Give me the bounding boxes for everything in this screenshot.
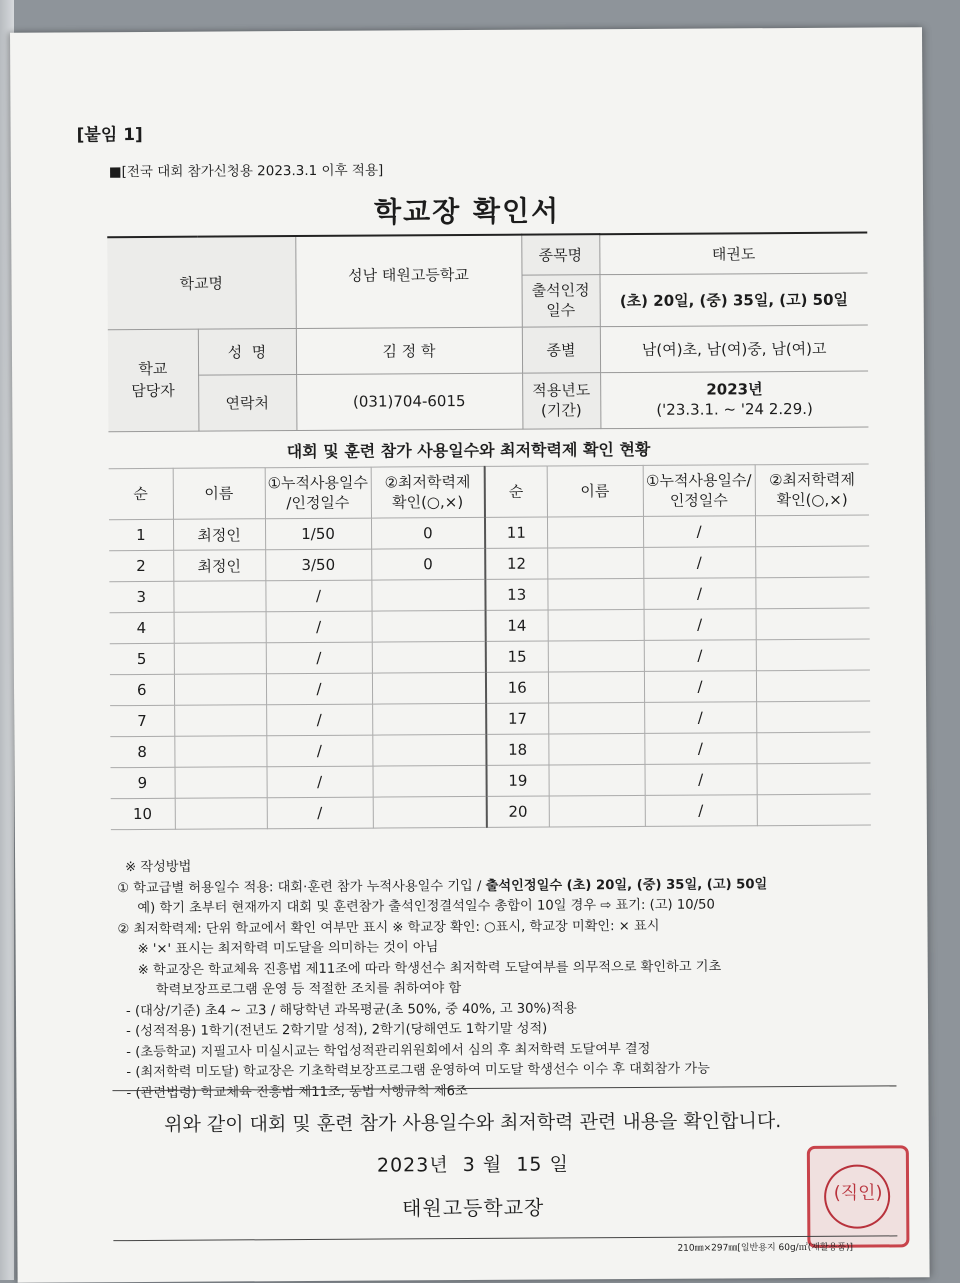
left-row-check: 0 (371, 517, 485, 549)
right-row-name (548, 640, 644, 672)
note-detail-4: - (최저학력 미도달) 학교장은 기초학력보장프로그램 운영하여 미도달 학생선수 이수 후 대회참가 가능 (126, 1061, 710, 1081)
note-2-sub-b: ※ 학교장은 학교체육 진흥법 제11조에 따라 학생선수 최저학력 도달여부를 의무적으로 확인하고 기초 (137, 958, 722, 978)
note-2-sub-a: ※ '×' 표시는 최저학력 미도달을 의미하는 것이 아님 (137, 940, 439, 958)
left-row-name (174, 705, 266, 737)
right-row-days: / (644, 609, 756, 641)
note-detail-3: - (초등학교) 지필고사 미실시교는 학업성적관리위원회에서 심의 후 최저학력 도달여부 결정 (126, 1041, 651, 1060)
left-row-name: 최정인 (173, 550, 265, 582)
right-row-days: / (644, 671, 756, 703)
table-row (109, 577, 869, 613)
roster-table (109, 464, 871, 831)
right-row-name (548, 733, 644, 765)
table-row (110, 670, 870, 706)
table-row (109, 546, 869, 582)
notes-heading: ※ 작성방법 (125, 859, 192, 876)
writing-notes (117, 853, 898, 1104)
left-row-name: 최정인 (173, 519, 265, 551)
left-row-no: 10 (111, 798, 175, 829)
right-row-no: 17 (486, 703, 548, 734)
issue-date: 2023년 3 월 15 일 (376, 1153, 569, 1177)
left-row-check (372, 672, 486, 704)
left-row-no: 2 (109, 550, 173, 581)
note-2: ② 최저학력제: 단위 학교에서 확인 여부만 표시 ※ 학교장 확인: ○표시, 학교장 미확인: × 표시 (117, 918, 660, 937)
left-row-days: / (266, 704, 372, 736)
right-row-check (755, 515, 869, 547)
staff-label: 학교 담당자 (108, 329, 199, 432)
table-row (110, 701, 870, 737)
header-no-left: 순 (109, 468, 173, 519)
left-row-check (372, 641, 486, 673)
header-name-right: 이름 (547, 465, 643, 517)
paper-spec: 210㎜×297㎜[일반용지 60g/㎡(재활용품)] (677, 1242, 854, 1254)
left-row-days: / (267, 797, 373, 829)
left-row-days: / (265, 580, 371, 612)
right-row-check (756, 763, 870, 795)
info-table (107, 232, 868, 432)
right-row-check (756, 701, 870, 733)
header-days-left: ①누적사용일수 /인정일수 (265, 467, 371, 519)
school-value: 성남 태원고등학교 (295, 235, 522, 328)
right-row-days: / (644, 702, 756, 734)
right-row-no: 18 (486, 734, 548, 765)
left-row-check (371, 579, 485, 611)
right-row-name (547, 547, 643, 579)
header-check-left: ②최저학력제 확인(○,×) (371, 466, 485, 518)
document-sheet (10, 27, 930, 1283)
right-row-check (757, 794, 871, 826)
contact-value: (031)704-6015 (296, 373, 522, 430)
name-value: 김 정 학 (296, 327, 522, 374)
right-row-name (548, 609, 644, 641)
left-row-name (174, 643, 266, 675)
left-row-no: 4 (110, 612, 174, 643)
contact-label: 연락처 (198, 374, 296, 431)
right-row-name (548, 702, 644, 734)
left-row-no: 7 (110, 705, 174, 736)
left-row-check (372, 610, 486, 642)
header-name-left: 이름 (173, 468, 265, 520)
document-title: 학교장 확인서 (373, 194, 561, 229)
left-row-no: 6 (110, 674, 174, 705)
table-row (110, 763, 870, 799)
table-row (110, 608, 870, 644)
right-row-no: 11 (485, 517, 547, 548)
left-row-days: / (266, 766, 372, 798)
left-row-check (373, 796, 487, 828)
left-row-name (174, 767, 266, 799)
right-row-check (755, 577, 869, 609)
right-row-no: 20 (487, 796, 549, 827)
category-label: 종별 (522, 326, 600, 372)
left-row-check: 0 (371, 548, 485, 580)
note-2-sub-c: 학력보장프로그램 운영 등 적절한 조치를 취하여야 함 (155, 981, 462, 998)
category-value: 남(여)초, 남(여)중, 남(여)고 (600, 325, 868, 373)
header-days-right: ①누적사용일수/ 인정일수 (643, 465, 755, 517)
right-row-days: / (643, 578, 755, 610)
right-row-name (547, 578, 643, 610)
right-row-days: / (645, 795, 757, 827)
left-row-no: 3 (109, 581, 173, 612)
right-row-name (548, 764, 644, 796)
school-label: 학교명 (107, 236, 296, 329)
right-row-no: 15 (486, 641, 548, 672)
right-row-days: / (643, 547, 755, 579)
attendance-label: 출석인정 일수 (521, 274, 599, 326)
left-row-check (372, 734, 486, 766)
year-label: 적용년도 (기간) (522, 372, 600, 428)
left-row-days: / (266, 642, 372, 674)
right-row-no: 19 (486, 765, 548, 796)
note-1-bold: 출석인정일수 (초) 20일, (중) 35일, (고) 50일 (485, 876, 768, 894)
scope-note: ■[전국 대회 참가신청용 2023.3.1 이후 적용] (108, 162, 384, 181)
note-detail-5: - (관련법령) 학교체육 진흥법 제11조, 동법 시행규칙 제6조 (126, 1083, 468, 1101)
note-1-text: ① 학교급별 허용일수 적용: 대회·훈련 참가 누적사용일수 기입 / (117, 878, 486, 896)
sport-label: 종목명 (521, 234, 599, 274)
seal-label: (직인) (833, 1182, 883, 1204)
left-row-check (372, 703, 486, 735)
right-row-check (755, 546, 869, 578)
period-value: ('23.3.1. ~ '24 2.29.) (656, 399, 813, 419)
left-row-check (372, 765, 486, 797)
left-row-name (174, 736, 266, 768)
left-row-name (175, 798, 267, 830)
left-row-name (174, 674, 266, 706)
right-row-check (756, 732, 870, 764)
header-no-right: 순 (485, 466, 547, 517)
left-row-days: / (266, 611, 372, 643)
right-row-no: 12 (485, 548, 547, 579)
left-row-name (173, 581, 265, 613)
right-row-days: / (644, 764, 756, 796)
right-row-name (548, 671, 644, 703)
note-detail-2: - (성적적용) 1학기(전년도 2학기말 성적), 2학기(당해연도 1학기말 성적) (126, 1021, 548, 1040)
left-row-no: 8 (110, 736, 174, 767)
right-row-days: / (644, 733, 756, 765)
left-row-days: / (266, 673, 372, 705)
right-row-check (756, 670, 870, 702)
right-row-name (549, 795, 645, 827)
right-row-days: / (643, 516, 755, 548)
right-row-check (756, 608, 870, 640)
left-row-name (174, 612, 266, 644)
official-seal-stamp (807, 1145, 910, 1248)
attendance-value: (초) 20일, (중) 35일, (고) 50일 (599, 273, 867, 327)
year-value: 2023년 (706, 380, 763, 399)
left-row-no: 9 (110, 767, 174, 798)
attachment-label: [붙임 1] (76, 124, 143, 146)
signer-name: 태원고등학교장 (401, 1195, 545, 1221)
table-row (110, 639, 870, 675)
sport-value: 태권도 (599, 233, 867, 275)
right-row-no: 16 (486, 672, 548, 703)
confirmation-statement: 위와 같이 대회 및 훈련 참가 사용일수와 최저학력 관련 내용을 확인합니다. (164, 1110, 782, 1136)
left-row-days: / (266, 735, 372, 767)
right-row-check (756, 639, 870, 671)
table-row (111, 794, 871, 830)
name-label: 성 명 (198, 328, 296, 375)
note-1-example: 예) 학기 초부터 현재까지 대회 및 훈련참가 출석인정결석일수 총합이 10일 경우 ⇨ 표기: (고) 10/50 (137, 897, 715, 917)
left-row-days: 1/50 (265, 518, 371, 550)
table-row (109, 515, 869, 551)
right-row-no: 14 (486, 610, 548, 641)
note-detail-1: - (대상/기준) 초4 ~ 고3 / 해당학년 과목평균(초 50%, 중 40%, 고 30%)적용 (125, 1000, 577, 1019)
status-title: 대회 및 훈련 참가 사용일수와 최저학력제 확인 현황 (286, 439, 651, 462)
left-row-no: 1 (109, 519, 173, 550)
left-row-no: 5 (110, 643, 174, 674)
header-check-right: ②최저학력제 확인(○,×) (755, 464, 869, 516)
right-row-days: / (644, 640, 756, 672)
left-row-days: 3/50 (265, 549, 371, 581)
right-row-name (547, 516, 643, 548)
roster-body (109, 515, 871, 830)
right-row-no: 13 (485, 579, 547, 610)
table-row (110, 732, 870, 768)
year-cell (600, 371, 868, 429)
